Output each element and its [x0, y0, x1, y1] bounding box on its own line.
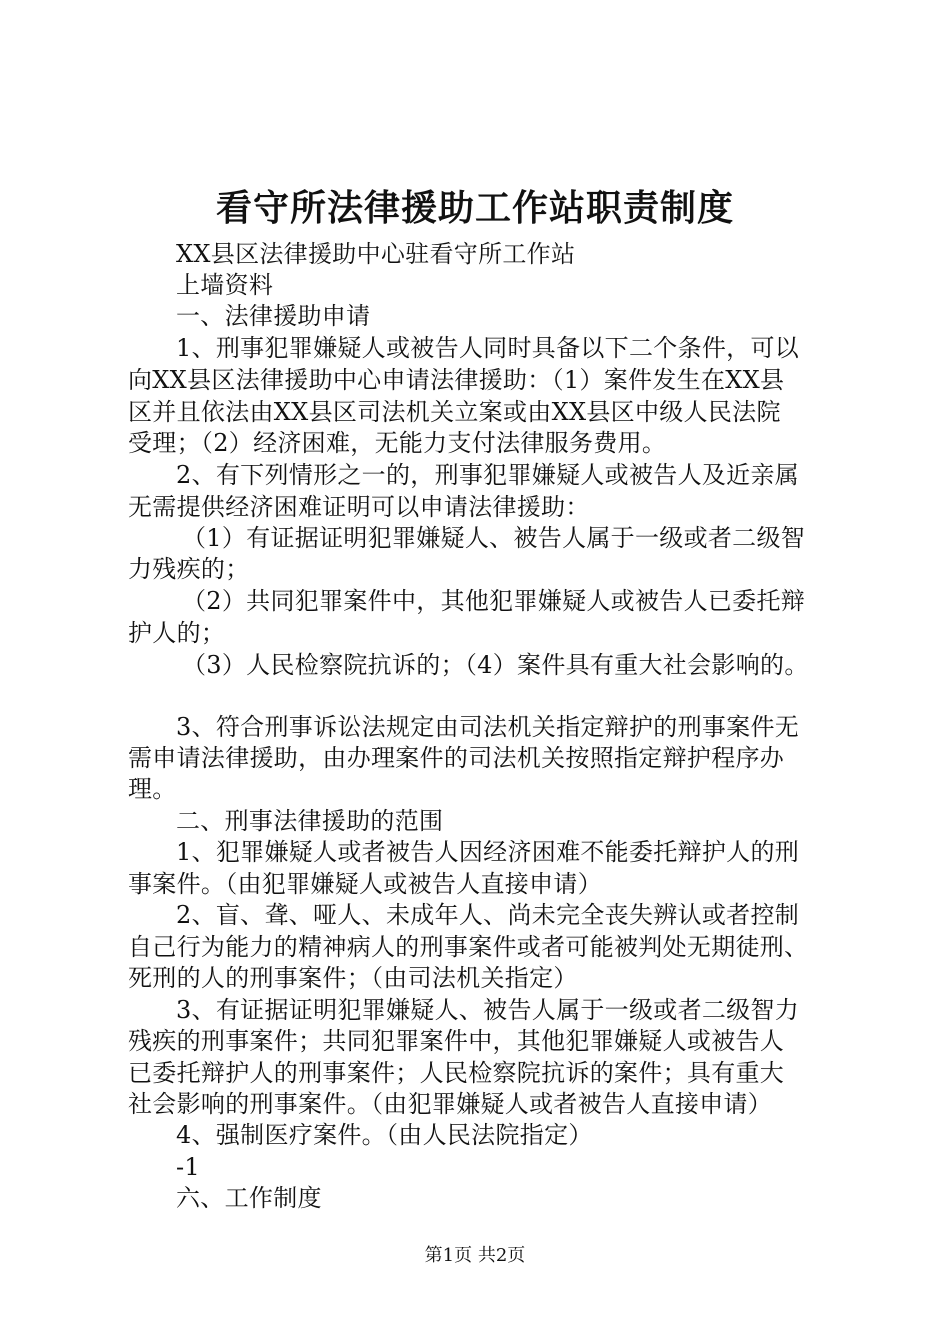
text-line: 无需提供经济困难证明可以申请法律援助：: [128, 493, 590, 521]
text-line: 受理；（2）经济困难，无能力支付法律服务费用。: [128, 429, 667, 457]
text-line: 2、盲、聋、哑人、未成年人、尚未完全丧失辨认或者控制: [176, 901, 800, 929]
text-line: 2、有下列情形之一的，刑事犯罪嫌疑人或被告人及近亲属: [176, 461, 800, 489]
text-line: （2）共同犯罪案件中，其他犯罪嫌疑人或被告人已委托辩: [182, 587, 806, 615]
document-title: 看守所法律援助工作站职责制度: [215, 187, 734, 229]
text-line: 力残疾的；: [128, 555, 250, 583]
section-heading: 六、工作制度: [176, 1184, 322, 1212]
text-line: 向XX县区法律援助中心申请法律援助：（1）案件发生在XX县: [128, 366, 785, 394]
section-heading: 一、法律援助申请: [176, 302, 371, 330]
text-line: 社会影响的刑事案件。（由犯罪嫌疑人或者被告人直接申请）: [128, 1090, 773, 1118]
text-line: 1、犯罪嫌疑人或者被告人因经济困难不能委托辩护人的刑: [176, 838, 800, 866]
text-line: 3、符合刑事诉讼法规定由司法机关指定辩护的刑事案件无: [176, 713, 800, 741]
text-line: 需申请法律援助，由办理案件的司法机关按照指定辩护程序办: [128, 744, 785, 772]
text-line: 3、有证据证明犯罪嫌疑人、被告人属于一级或者二级智力: [176, 996, 800, 1024]
text-line: 上墙资料: [176, 271, 274, 299]
text-line: 区并且依法由XX县区司法机关立案或由XX县区中级人民法院: [128, 398, 781, 426]
text-line: XX县区法律援助中心驻看守所工作站: [176, 240, 576, 268]
text-line: 护人的；: [128, 619, 226, 647]
text-line: 理。: [128, 775, 177, 803]
text-line: 已委托辩护人的刑事案件；人民检察院抗诉的案件；具有重大: [128, 1059, 785, 1087]
page-footer: 第1页 共2页: [424, 1245, 526, 1266]
text-line: （1）有证据证明犯罪嫌疑人、被告人属于一级或者二级智: [182, 524, 806, 552]
text-line: 死刑的人的刑事案件；（由司法机关指定）: [128, 964, 578, 992]
page-marker: -1: [176, 1153, 200, 1181]
section-heading: 二、刑事法律援助的范围: [176, 807, 444, 835]
text-line: （3）人民检察院抗诉的；（4）案件具有重大社会影响的。: [182, 651, 809, 679]
text-line: 1、刑事犯罪嫌疑人或被告人同时具备以下二个条件，可以: [176, 334, 800, 362]
text-line: 残疾的刑事案件；共同犯罪案件中，其他犯罪嫌疑人或被告人: [128, 1027, 785, 1055]
text-line: 4、强制医疗案件。（由人民法院指定）: [176, 1121, 593, 1149]
text-line: 事案件。（由犯罪嫌疑人或被告人直接申请）: [128, 870, 602, 898]
text-line: 自己行为能力的精神病人的刑事案件或者可能被判处无期徒刑、: [128, 933, 809, 961]
